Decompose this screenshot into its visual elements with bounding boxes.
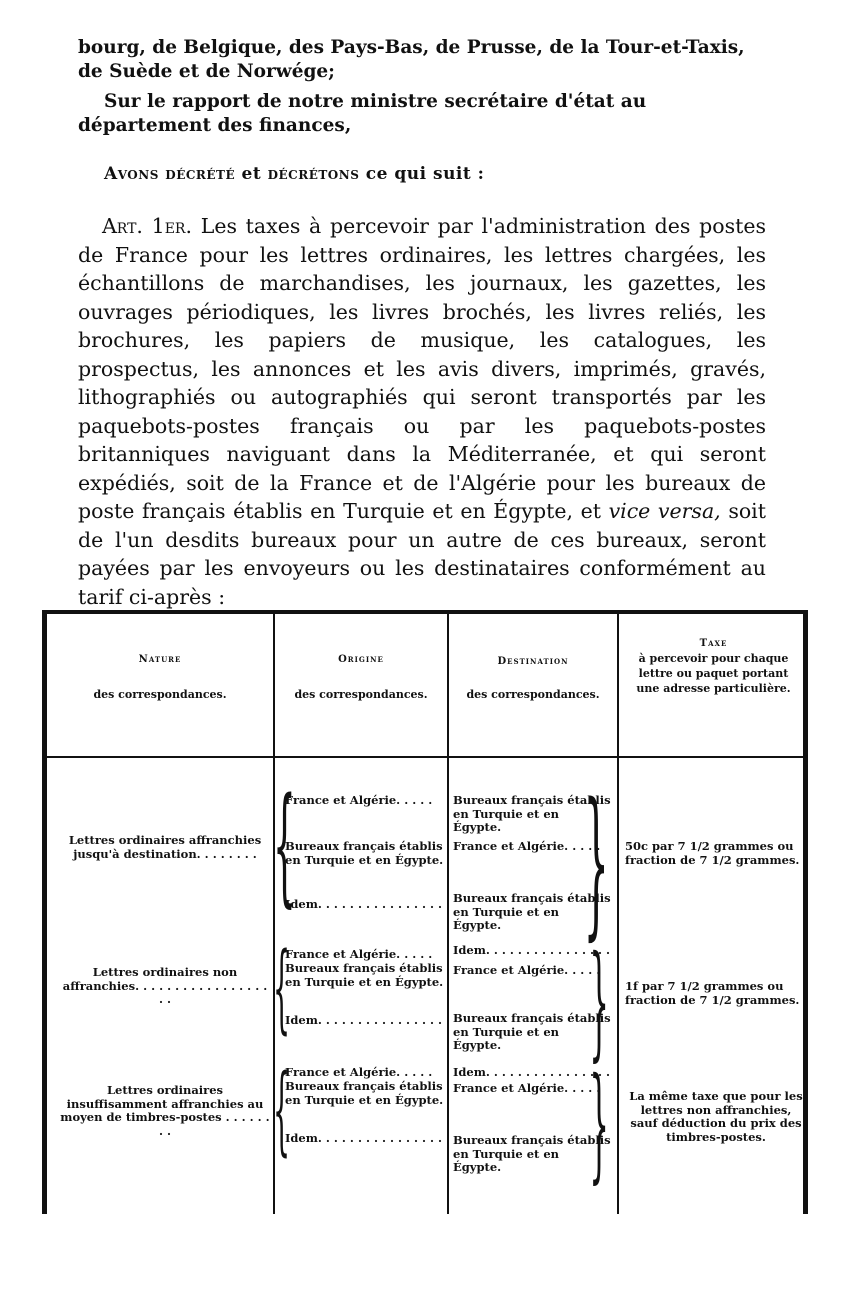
decree-part-a: Avons décrété: [104, 164, 236, 184]
header-origine-title: Origine: [338, 654, 384, 665]
tariff-table: [42, 610, 808, 1214]
row2-destination-brace: {: [589, 930, 609, 1074]
row2-destination-3: Bureaux français établis en Turquie et en Égypte.: [453, 1011, 611, 1052]
row2-origin-3: Idem. . . . . . . . . . . . . . . .: [285, 1013, 443, 1027]
row3-nature: Lettres ordinaires insuffisamment affranchies au moyen de timbres-postes . . . . . . . .: [60, 1083, 270, 1138]
header-origine-sub: des correspondances.: [294, 688, 428, 701]
header-rule: [47, 756, 803, 758]
row1-destination-3: Bureaux français établis en Turquie et en Égypte.: [453, 891, 611, 932]
header-taxe-title: Taxe: [699, 638, 728, 649]
row1-origin-brace: {: [273, 771, 296, 920]
row2-taxe: 1f par 7 1/2 grammes ou fraction de 7 1/2 grammes.: [625, 979, 800, 1007]
header-nature-sub: des correspondances.: [93, 688, 227, 701]
column-rule: [617, 614, 619, 1214]
header-origine: [275, 634, 447, 702]
row1-origin-2: Bureaux français établis en Turquie et en Égypte.: [285, 839, 444, 867]
row1-destination-brace: {: [583, 768, 609, 955]
article-label: Art. 1er.: [102, 214, 192, 238]
row3-destination-brace: {: [589, 1052, 609, 1196]
column-rule: [447, 614, 449, 1214]
header-nature-title: Nature: [138, 654, 182, 665]
row3-origin-3: Idem. . . . . . . . . . . . . . . .: [285, 1131, 443, 1145]
row1-taxe: 50c par 7 1/2 grammes ou fraction de 7 1/2 grammes.: [625, 839, 800, 867]
header-destination-sub: des correspondances.: [466, 688, 600, 701]
article-italic: vice versa,: [608, 499, 721, 523]
row3-origin-1: France et Algérie. . . . .: [285, 1065, 433, 1079]
row1-origin-3: Idem. . . . . . . . . . . . . . . .: [285, 897, 443, 911]
row2-origin-1: France et Algérie. . . . .: [285, 947, 433, 961]
row2-nature: Lettres ordinaires non affranchies. . . . . . . . . . . . . . . . . . .: [62, 965, 268, 1006]
row1-origin-1: France et Algérie. . . . .: [285, 793, 433, 807]
header-destination: [449, 634, 617, 702]
row3-destination-1: Idem. . . . . . . . . . . . . . . .: [453, 1065, 611, 1079]
row2-origin-brace: {: [273, 932, 291, 1044]
header-destination-title: Destination: [497, 656, 569, 667]
header-nature: [47, 634, 273, 702]
row3-origin-brace: {: [273, 1054, 291, 1166]
header-taxe-sub: à percevoir pour chaque lettre ou paquet portant une adresse particulière.: [636, 652, 791, 695]
intro-line-1: bourg, de Belgique, des Pays-Bas, de Prusse, de la Tour-et-Taxis, de Suède et de Norwége;: [78, 37, 745, 82]
article-text-a: Les taxes à percevoir par l'administration des postes de France pour les lettres ordinaires, les lettres chargées, les échantillons de marchandises, les journaux, les gazettes, les ouvrages périodiques, les livres brochés, les livres reliés, les brochures, les papiers de musique, les catalogues, les prospectus, les annonces et les avis divers, imprimés, gravés, lithographiés ou autographiés qui seront transportés par les paquebots-postes français ou par les paquebots-postes britanniques naviguant dans la Méditerranée, et qui seront expédiés, soit de la France et de l'Algérie pour les bureaux de poste français établis en Turquie et en Égypte, et: [78, 214, 766, 523]
decree-part-b: et: [241, 164, 262, 184]
intro-text: [78, 36, 764, 186]
row1-destination-1: Bureaux français établis en Turquie et en Égypte.: [453, 793, 611, 834]
decree-part-c: décrétons: [267, 164, 360, 184]
row2-destination-1: Idem. . . . . . . . . . . . . . . .: [453, 943, 611, 957]
row1-nature: Lettres ordinaires affranchies jusqu'à destination. . . . . . . .: [68, 833, 262, 861]
row1-destination-2: France et Algérie. . . . .: [453, 839, 601, 853]
article-text-b: soit de l'un desdits bureaux pour un autre de ces bureaux, seront payées par les envoyeurs ou les destinataires conformément au tarif ci-après :: [78, 499, 766, 609]
article-1: [78, 212, 766, 611]
row3-taxe: La même taxe que pour les lettres non affranchies, sauf déduction du prix des timbres-postes.: [629, 1089, 803, 1144]
row3-origin-2: Bureaux français établis en Turquie et en Égypte.: [285, 1079, 444, 1107]
intro-paragraph-2: Sur le rapport de notre ministre secrétaire d'état au département des finances,: [78, 91, 647, 136]
decree-part-d: ce qui suit :: [365, 164, 485, 184]
decree-line: [78, 162, 764, 186]
row2-origin-2: Bureaux français établis en Turquie et en Égypte.: [285, 961, 444, 989]
row3-destination-2: France et Algérie. . . . .: [453, 1081, 601, 1095]
row2-destination-2: France et Algérie. . . . .: [453, 963, 601, 977]
row3-destination-3: Bureaux français établis en Turquie et en Égypte.: [453, 1133, 611, 1174]
header-taxe: [619, 618, 808, 696]
